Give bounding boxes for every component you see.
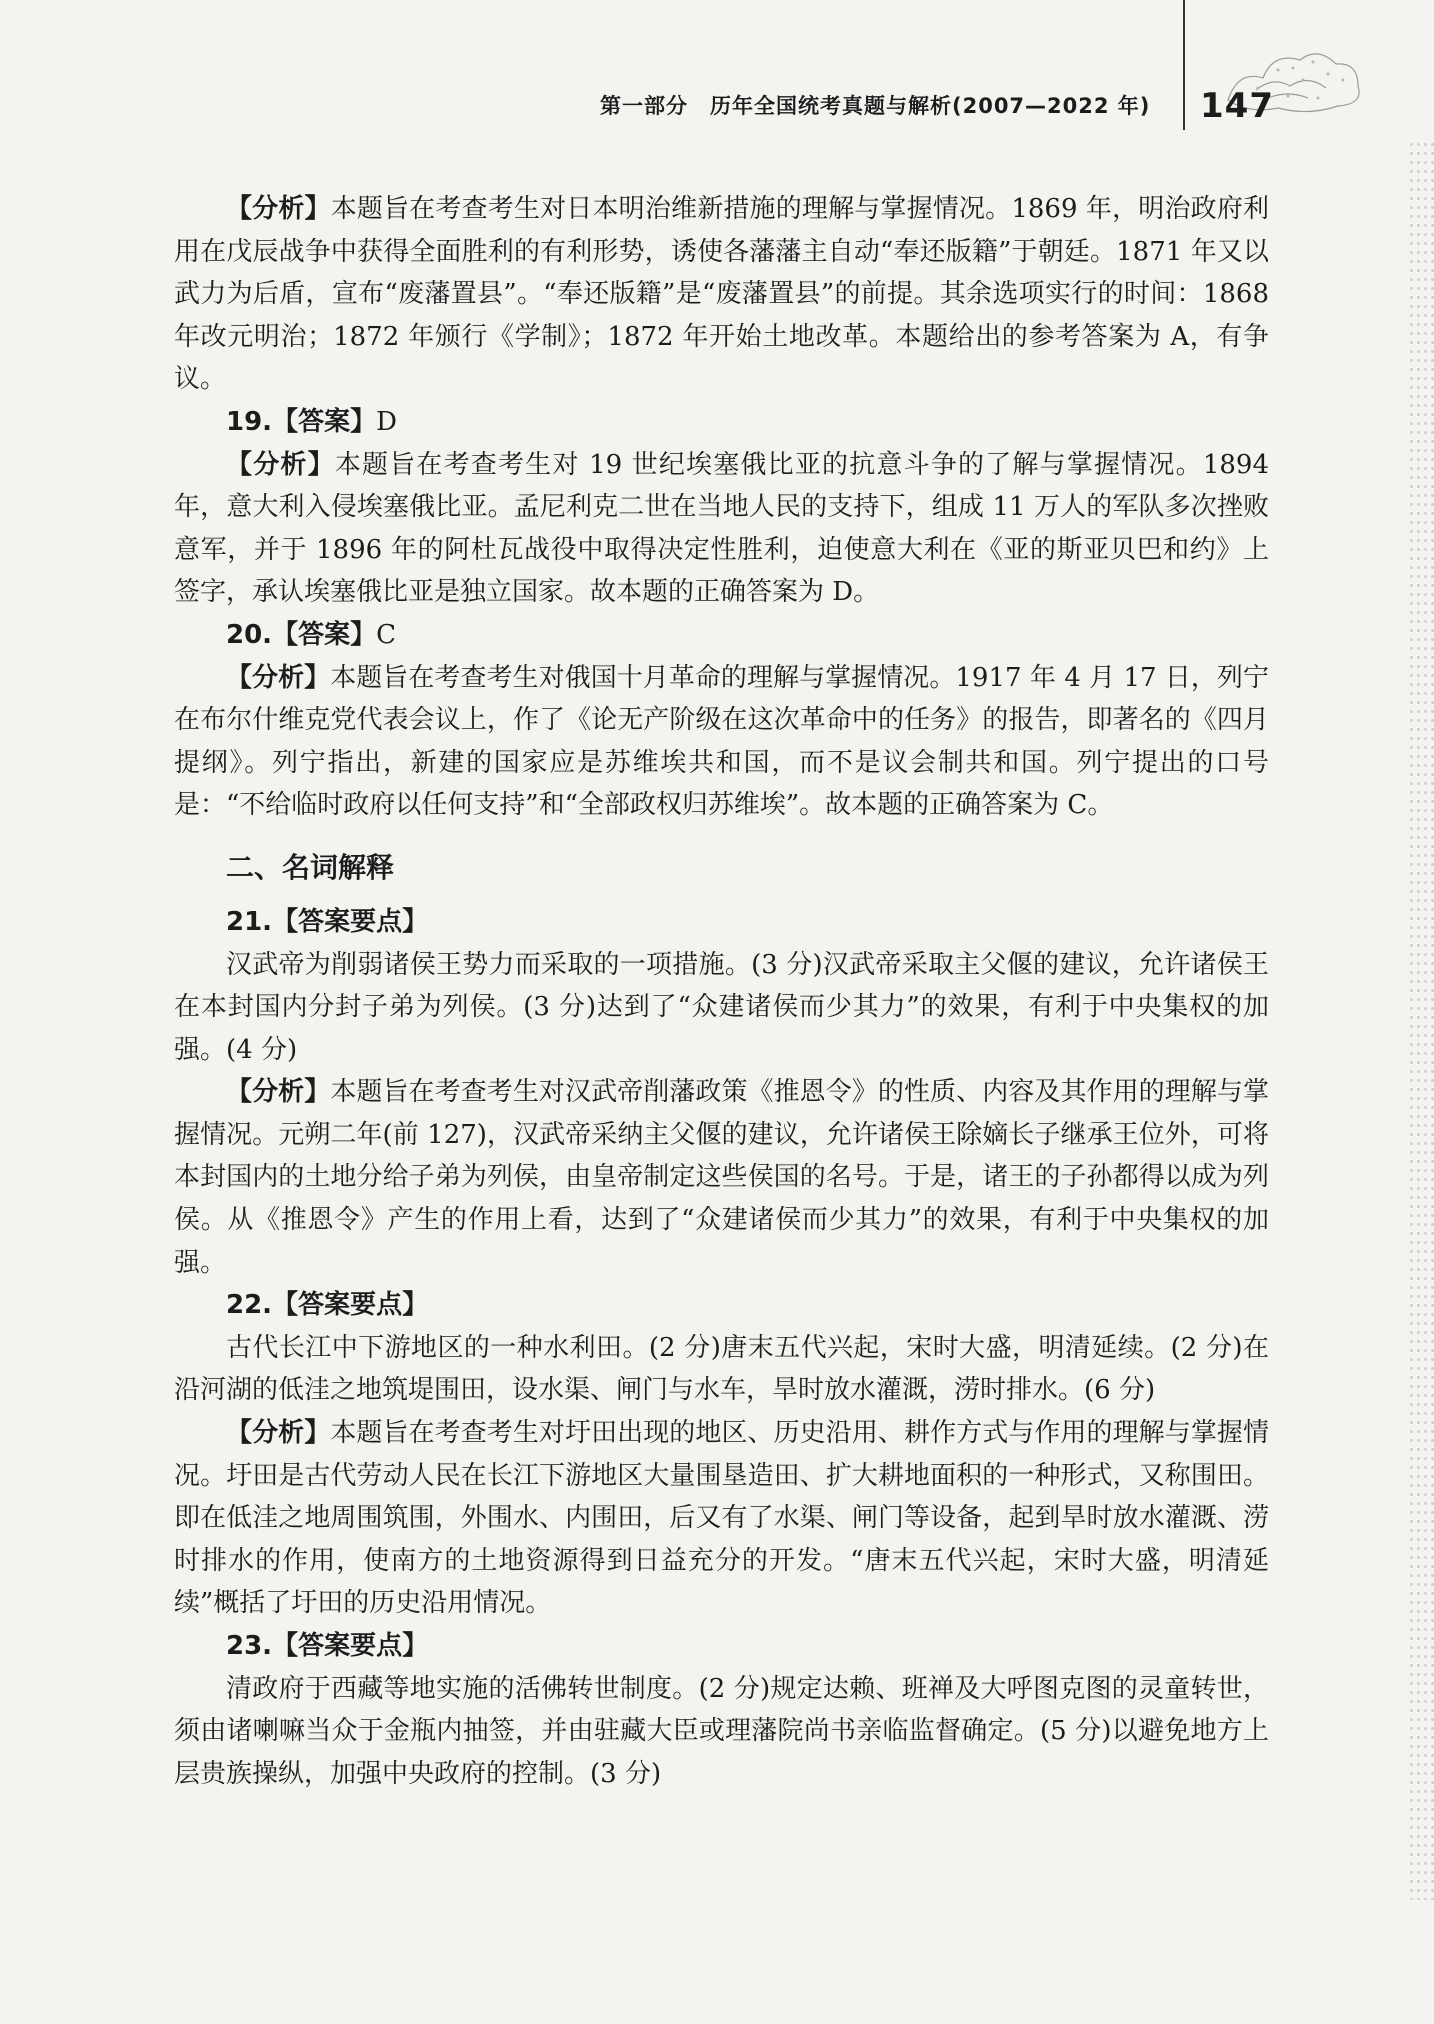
question-number: 22. [226,1290,273,1321]
q23-points: 清政府于西藏等地实施的活佛转世制度。(2 分)规定达赖、班禅及大呼图克图的灵童转世，须由诸喇嘛当众于金瓶内抽签，并由驻藏大臣或理藩院尚书亲临监督确定。(5 分)以避免地方上层贵族操纵，加强中央政府的控制。(3 分) [174,1673,1269,1789]
answer-label: 【答案】 [272,406,377,437]
q22-points: 古代长江中下游地区的一种水利田。(2 分)唐末五代兴起，宋时大盛，明清延续。(2 分)在沿河湖的低洼之地筑堤围田，设水渠、闸门与水车，旱时放水灌溉，涝时排水。(6 分) [174,1332,1269,1406]
points-label: 【答案要点】 [272,1631,429,1661]
analysis-label: 【分析】 [226,1077,331,1108]
analysis-text: 本题旨在考查考生对日本明治维新措施的理解与掌握情况。1869 年，明治政府利用在戊辰战争中获得全面胜利的有利形势，诱使各藩藩主自动“奉还版籍”于朝廷。1871 年又以武力为后盾，宣布“废藩置县”。“奉还版籍”是“废藩置县”的前提。其余选项实行的时间：1868 年改元明治；1872 年颁行《学制》；1872 年开始土地改革。本题给出的参考答案为 A，有争议。 [174,194,1269,395]
question-number: 19. [226,406,273,437]
running-header [600,90,1150,120]
question-number: 20. [226,619,273,650]
q21-points: 汉武帝为削弱诸侯王势力而采取的一项措施。(3 分)汉武帝采取主父偃的建议，允许诸侯王在本封国内分封子弟为列侯。(3 分)达到了“众建诸侯而少其力”的效果，有利于中央集权的加强。(4 分) [174,949,1269,1065]
analysis-text: 本题旨在考查考生对圩田出现的地区、历史沿用、耕作方式与作用的理解与掌握情况。圩田是古代劳动人民在长江下游地区大量围垦造田、扩大耕地面积的一种形式，又称围田。即在低洼之地周围筑围，外围水、内围田，后又有了水渠、闸门等设备，起到旱时放水灌溉、涝时排水的作用，使南方的土地资源得到日益充分的开发。“唐末五代兴起，宋时大盛，明清延续”概括了圩田的历史沿用情况。 [174,1418,1269,1619]
points-label: 【答案要点】 [272,1290,429,1321]
header-divider-line [1183,0,1185,130]
analysis-text: 本题旨在考查考生对汉武帝削藩政策《推恩令》的性质、内容及其作用的理解与掌握情况。元朔二年(前 127)，汉武帝采纳主父偃的建议，允许诸侯王除嫡长子继承王位外，可将本封国内的土地分给子弟为列侯，由皇帝制定这些侯国的名号。于是，诸王的子孙都得以成为列侯。从《推恩令》产生的作用上看，达到了“众建诸侯而少其力”的效果，有利于中央集权的加强。 [174,1077,1269,1278]
answer-value: C [376,619,396,650]
question-number: 23. [226,1631,273,1661]
q18-analysis [174,188,1269,401]
page-body [174,188,1269,1795]
analysis-label: 【分析】 [226,449,335,480]
answer-value: D [376,406,397,437]
analysis-label: 【分析】 [226,194,331,224]
q20-analysis [174,657,1269,827]
q21-analysis [174,1071,1269,1284]
question-number: 21. [226,906,273,937]
q21-points-heading [174,901,1269,944]
analysis-label: 【分析】 [226,662,331,693]
page-edge-texture [1408,140,1434,1900]
analysis-text: 本题旨在考查考生对 19 世纪埃塞俄比亚的抗意斗争的了解与掌握情况。1894 年，意大利入侵埃塞俄比亚。孟尼利克二世在当地人民的支持下，组成 11 万人的军队多次挫败意军，并于 1896 年的阿杜瓦战役中取得决定性胜利，迫使意大利在《亚的斯亚贝巴和约》上签字，承认埃塞俄比亚是独立国家。故本题的正确答案为 D。 [174,449,1269,608]
section-heading: 二、名词解释 [226,850,395,884]
q19-analysis [174,444,1269,614]
analysis-label: 【分析】 [226,1418,331,1449]
part-label: 第一部分 [600,94,688,118]
q20-answer [174,614,1269,657]
points-label: 【答案要点】 [272,906,429,937]
q19-answer [174,401,1269,444]
answer-label: 【答案】 [272,619,377,650]
analysis-text: 本题旨在考查考生对俄国十月革命的理解与掌握情况。1917 年 4 月 17 日，列宁在布尔什维克党代表会议上，作了《论无产阶级在这次革命中的任务》的报告，即著名的《四月提纲》。列宁指出，新建的国家应是苏维埃共和国，而不是议会制共和国。列宁提出的口号是：“不给临时政府以任何支持”和“全部政权归苏维埃”。故本题的正确答案为 C。 [174,662,1269,821]
q22-points-heading [174,1284,1269,1327]
book-title: 历年全国统考真题与解析(2007—2022 年) [710,94,1151,118]
page-number: 147 [1200,86,1274,126]
q22-analysis [174,1412,1269,1625]
q23-points-heading [174,1625,1269,1668]
